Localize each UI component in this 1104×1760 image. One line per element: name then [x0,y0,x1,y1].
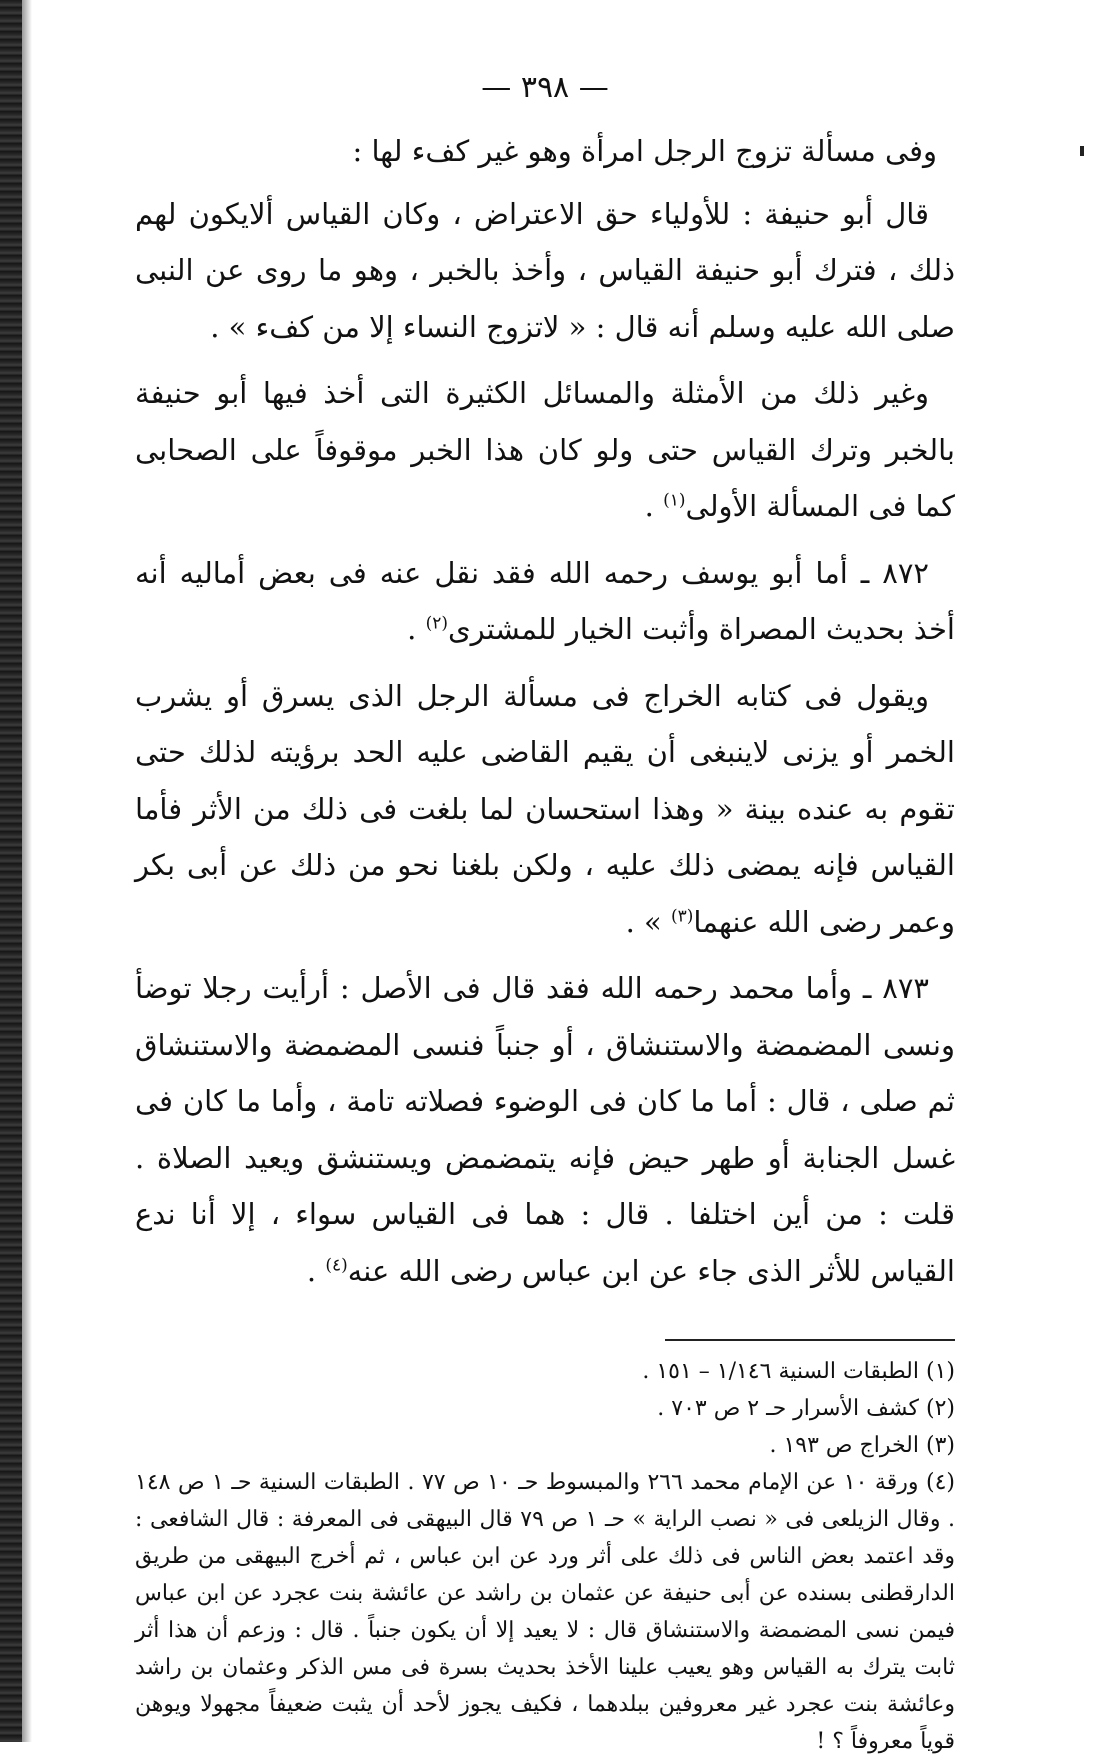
paragraph-text: وغير ذلك من الأمثلة والمسائل الكثيرة التى أخذ فيها أبو حنيفة بالخبر وترك القياس حتى ولو كان هذا الخبر موقوفاً على الصحابى كما فى المسألة الأولى [135,376,955,523]
paragraph-tail: » . [625,904,671,939]
footnote-reference: (١) [663,490,686,511]
paragraph [135,960,955,1299]
paragraph-tail: . [407,612,426,646]
paragraph [135,545,955,658]
paragraph-tail: . [306,1253,326,1288]
footnote: (٢) كشف الأسرار حـ ٢ ص ٧٠٣ . [657,1396,955,1421]
footnote-separator [665,1339,955,1341]
footnote-reference: (٢) [425,613,448,634]
footnote: (٣) الخراج ص ١٩٣ . [769,1433,955,1458]
paragraph-heading [135,123,955,180]
paragraph-text: ويقول فى كتابه الخراج فى مسألة الرجل الذى يسرق أو يشرب الخمر أو يزنى لاينبغى أن يقيم القاضى عليه الحد برؤيته لذلك حتى تقوم به عنده بينة « وهذا استحسان لما بلغت فى ذلك من الأثر فأما القياس فإنه يمضى ذلك عليه ، ولكن بلغنا نحو من ذلك عن أبى بكر وعمر رضى الله عنهما [135,678,955,939]
paragraph-text: قال أبو حنيفة : للأولياء حق الاعتراض ، وكان القياس ألايكون لهم ذلك ، فترك أبو حنيفة القياس ، وأخذ بالخبر ، وهو ما روى عن النبى صلى الله عليه وسلم أنه قال : « لاتزوج النساء إلا من كفء » . [135,196,955,344]
paragraph [135,668,955,951]
scan-binding-edge [0,0,22,1742]
book-page [135,70,955,1760]
footnote-reference: (٤) [325,1254,348,1275]
paragraph-text: ٨٧٢ ـ أما أبو يوسف رحمه الله فقد نقل عنه فى بعض أماليه أنه أخذ بحديث المصراة وأثبت الخيار للمشترى [135,555,955,646]
footnote-reference: (٣) [670,905,694,926]
paragraph [135,186,955,356]
footnote: (١) الطبقات السنية ١/١٤٦ – ١٥١ . [642,1359,955,1384]
scan-binding-shadow [22,0,32,1742]
body-text [135,123,955,1299]
footnote: (٤) ورقة ١٠ عن الإمام محمد ٢٦٦ والمبسوط حـ ١٠ ص ٧٧ . الطبقات السنية حـ ١ ص ١٤٨ . وقال الزيلعى فى « نصب الراية » حـ ١ ص ٧٩ قال البيهقى فى المعرفة : قال الشافعى : وقد اعتمد بعض الناس فى ذلك على أثر ورد عن ابن عباس ، ثم أخرج البيهقى من طريق الدارقطنى بسنده عن أبى حنيفة عن عثمان بن راشد عن عائشة بنت عجرد عن ابن عباس فيمن نسى المضمضة والاستنشاق قال : لا يعيد إلا أن يكون جنباً . قال : وزعم أن هذا أثر ثابت يترك به القياس وهو يعيب علينا الأخذ بحديث بسرة فى مس الذكر وعثمان بن راشد وعائشة بنت عجرد غير معروفين ببلدهما ، فكيف يجوز لأحد أن يثبت ضعيفاً مجهولا ويوهن قوياً معروفاً ؟ ! [135,1470,955,1754]
margin-mark [1080,146,1084,156]
paragraph [135,365,955,535]
page-number: — ٣٩٨ — [481,70,609,105]
footnotes [135,1353,955,1760]
paragraph-text: ٨٧٣ ـ وأما محمد رحمه الله فقد قال فى الأصل : أرأيت رجلا توضأ ونسى المضمضة والاستنشاق ، أو جنباً فنسى المضمضة والاستنشاق ثم صلى ، قال : أما ما كان فى الوضوء فصلاته تامة ، وأما ما كان فى غسل الجنابة أو طهر حيض فإنه يتمضمض ويستنشق ويعيد الصلاة . قلت : من أين اختلفا . قال : هما فى القياس سواء ، إلا أنا ندع القياس للأثر الذى جاء عن ابن عباس رضى الله عنه [135,971,955,1288]
paragraph-text: وفى مسألة تزوج الرجل امرأة وهو غير كفء لها : [352,134,937,168]
paragraph-tail: . [644,489,664,523]
